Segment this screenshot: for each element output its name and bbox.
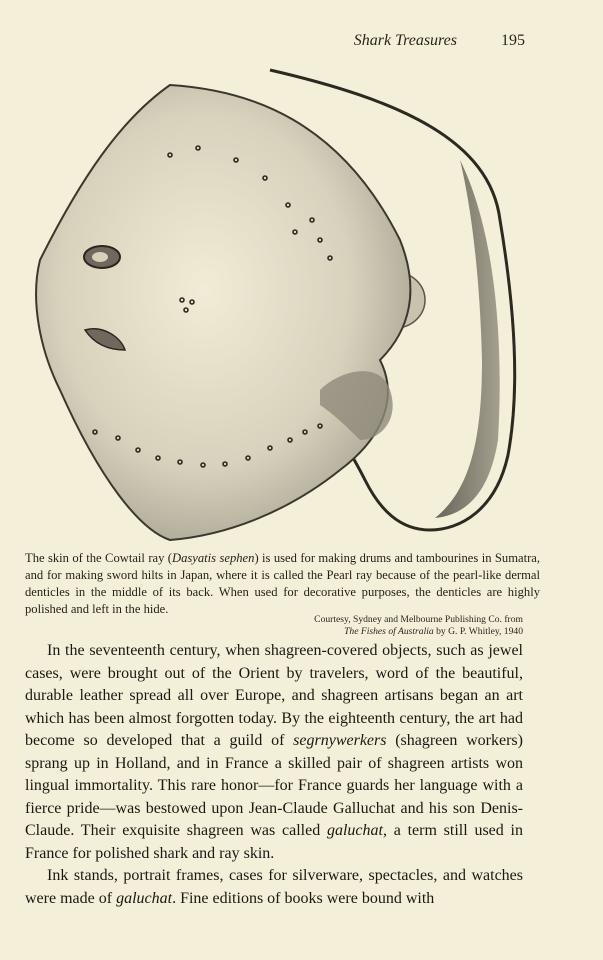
credit-line-1: Courtesy, Sydney and Melbourne Publishing Co. from xyxy=(314,614,523,625)
credit-line-2 xyxy=(314,626,523,638)
page-number: 195 xyxy=(501,32,525,49)
paragraph-1: In the seventeenth century, when shagreen-covered objects, such as jewel cases, were brought out of the Orient by travelers, word of the beautiful, durable leather spread all over Europe, and shagreen artisans began an art which has been almost forgotten today. By the eighteenth century, the art had become so developed that a guild of segrnywerkers (shagreen workers) sprang up in Holland, and in France a skilled pair of shagreen artists won lingual immortality. This rare honor—for France guards her language with a fierce pride—was bestowed upon Jean-Claude Galluchat and his son Denis-Claude. Their exquisite shagreen was called galuchat, a term still used in France for polished shark and ray skin. xyxy=(25,642,523,862)
term-galuchat-2: galuchat xyxy=(116,889,173,907)
body-text xyxy=(25,640,523,910)
ray-body xyxy=(36,85,410,540)
term-segrnywerkers: segrnywerkers xyxy=(293,732,387,749)
running-head xyxy=(354,32,525,50)
figure-caption xyxy=(25,550,540,618)
paragraph-2: Ink stands, portrait frames, cases for silverware, spectacles, and watches were made of galuchat. Fine editions of books were bound with xyxy=(25,867,523,907)
caption-species: Dasyatis sephen xyxy=(172,551,255,565)
caption-text-end: ) is used for making drums and tambourines in Sumatra, and for making sword hilts in Japan, where it is called the Pearl ray because of the pearl-like dermal denticles in the middle of its back. When used for decorative purposes, the denticles are highly polished and left in the hide. xyxy=(25,551,541,616)
stingray-illustration xyxy=(20,60,540,550)
figure-credit xyxy=(314,614,523,638)
caption-text-start: The skin of the Cowtail ray ( xyxy=(25,551,172,565)
running-title: Shark Treasures xyxy=(353,32,457,49)
credit-book: The Fishes of Australia xyxy=(344,626,434,637)
credit-author: by G. P. Whitley, 1940 xyxy=(433,626,523,637)
term-galuchat: galuchat xyxy=(326,822,383,839)
ray-tail-fold xyxy=(435,160,500,518)
